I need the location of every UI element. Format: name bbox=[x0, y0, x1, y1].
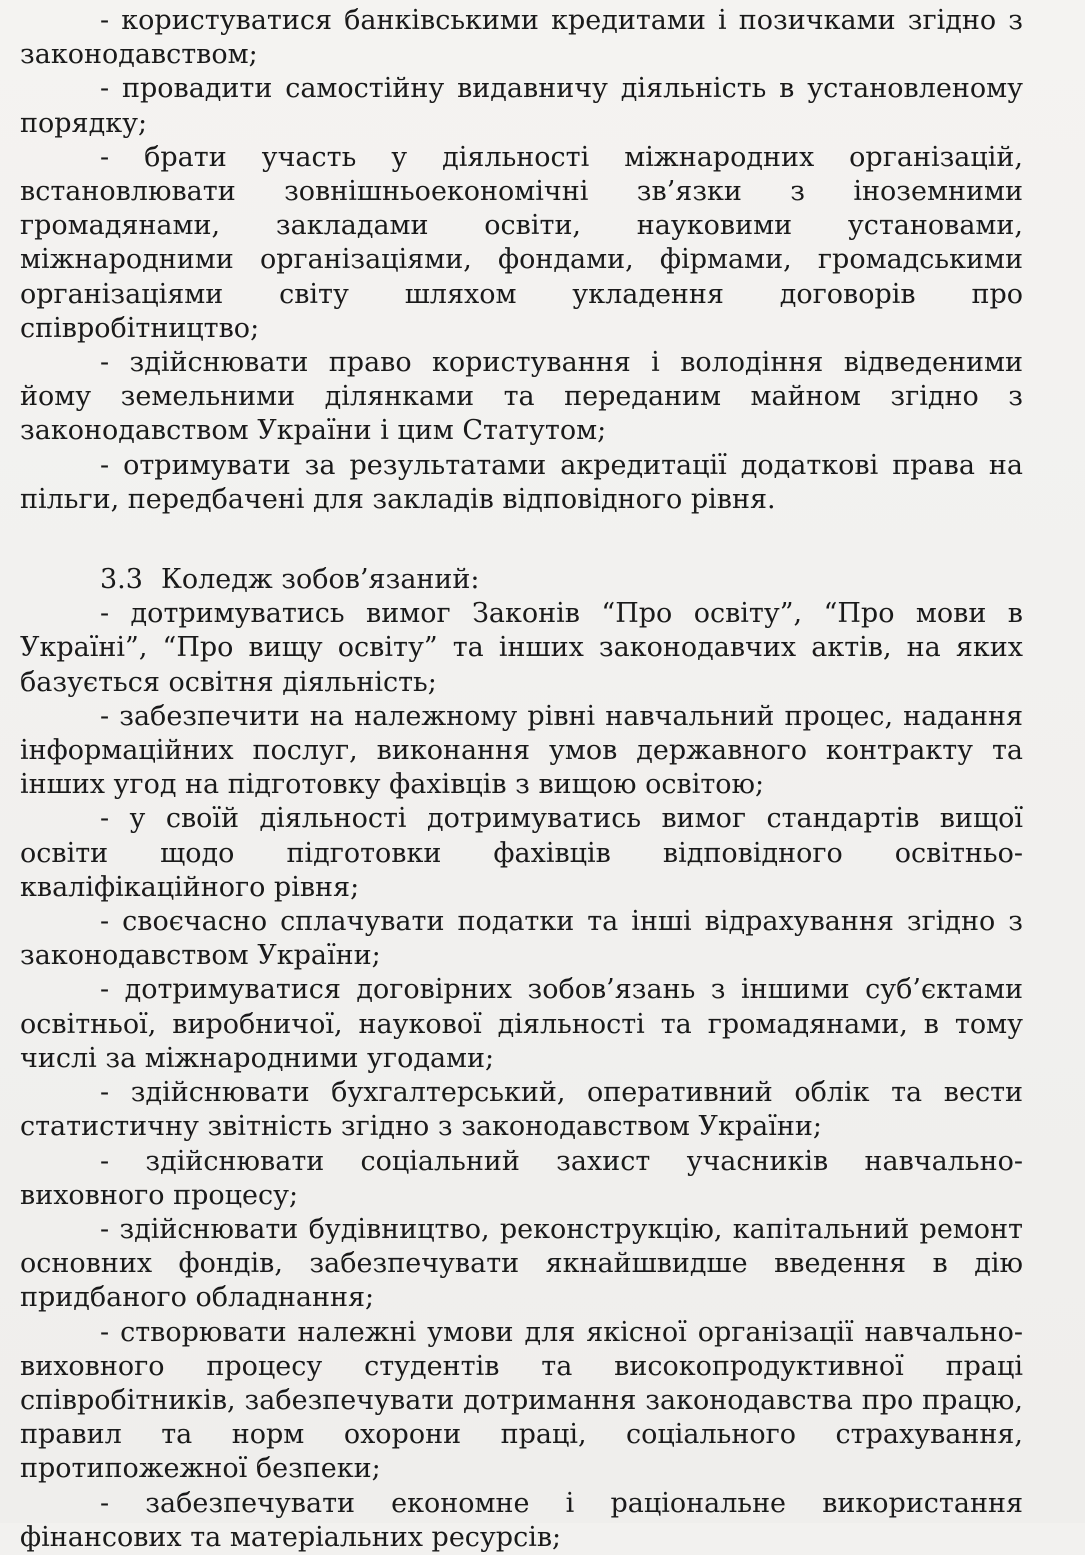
section-spacer bbox=[20, 517, 1023, 563]
list-item: - здійснювати соціальний захист учасників навчально-виховного процесу; bbox=[20, 1145, 1023, 1211]
list-item: - брати участь у діяльності міжнародних організацій, встановлювати зовнішньоекономічні зв’язки з іноземними громадянами, закладами освіти, науковими установами, міжнародними організаціями, фондами, фірмами, громадськими організаціями світу шляхом укладення договорів про співробітництво; bbox=[20, 141, 1023, 344]
document-body bbox=[20, 4, 1023, 1555]
list-item: - створювати належні умови для якісної організації навчально-виховного процесу студентів та високопродуктивної праці співробітників, забезпечувати дотримання законодавства про працю, правил та норм охорони праці, соціального страхування, протипожежної безпеки; bbox=[20, 1316, 1023, 1485]
list-item: - здійснювати бухгалтерський, оперативний облік та вести статистичну звітність згідно з законодавством України; bbox=[20, 1077, 1023, 1143]
list-item: - своєчасно сплачувати податки та інші відрахування згідно з законодавством України; bbox=[20, 906, 1023, 972]
list-item: - забезпечити на належному рівні навчальний процес, надання інформаційних послуг, виконання умов державного контракту та інших угод на підготовку фахівців з вищою освітою; bbox=[20, 700, 1023, 801]
list-item: - дотримуватись вимог Законів “Про освіту”, “Про мови в Україні”, “Про вищу освіту” та інших законодавчих актів, на яких базується освітня діяльність; bbox=[20, 598, 1023, 698]
list-item: - у своїй діяльності дотримуватись вимог стандартів вищої освіти щодо підготовки фахівців відповідного освітньо-кваліфікаційного рівня; bbox=[20, 803, 1023, 903]
list-item: - здійснювати будівництво, реконструкцію, капітальний ремонт основних фондів, забезпечувати якнайшвидше введення в дію придбаного обладнання; bbox=[20, 1213, 1023, 1314]
list-item: - користуватися банківськими кредитами і позичками згідно з законодавством; bbox=[20, 5, 1023, 71]
list-item: - отримувати за результатами акредитації додаткові права на пільги, передбачені для закладів відповідного рівня. bbox=[20, 449, 1023, 515]
section-heading bbox=[20, 563, 1023, 597]
section-number: 3.3 bbox=[100, 564, 143, 596]
list-item: - дотримуватися договірних зобов’язань з іншими суб’єктами освітньої, виробничої, наукової діяльності та громадянами, в тому числі за міжнародними угодами; bbox=[20, 974, 1023, 1074]
list-item: - забезпечувати економне і раціональне використання фінансових та матеріальних ресурсів; bbox=[20, 1487, 1023, 1553]
list-item: - провадити самостійну видавничу діяльність в установленому порядку; bbox=[20, 73, 1023, 139]
section-title: Коледж зобов’язаний: bbox=[160, 564, 480, 596]
list-item: - здійснювати право користування і володіння відведеними йому земельними ділянками та переданим майном згідно з законодавством України і цим Статутом; bbox=[20, 347, 1023, 447]
